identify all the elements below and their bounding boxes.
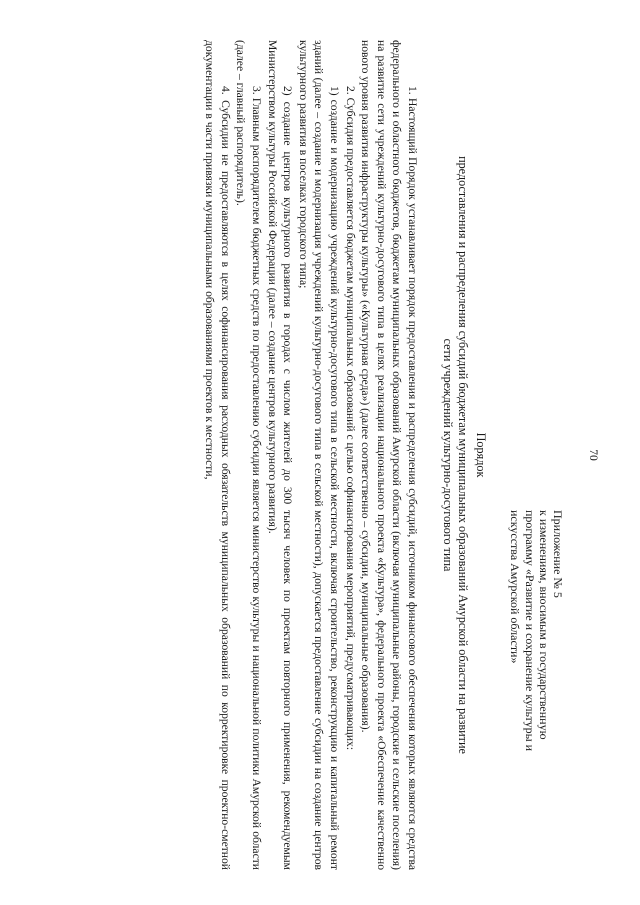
paragraph: 2) создание центров культурного развития в городах с числом жителей до 300 тысяч человек по проектам повторного применения, рекомендуемым Министерством культуры Российской Федерации (далее – создание центров культурного развития). [265,40,295,870]
paragraph: 1. Настоящий Порядок устанавливает порядок предоставления и распределения субсидий, источником финансового обеспечения которых являются средства федерального и областного бюджетов, бюджетам муниципальных образований Амурской области (включая муниципальные районы, городские и сельские поселения) на развитие сети учреждений культурно-досугового типа в целях реализации национального проекта «Культура», федерального проекта «Обеспечение качественно нового уровня развития инфраструктуры культуры» («Культурная среда») (далее соответственно – субсидии, муниципальные образования). [359,40,419,870]
rotated-page-content [65,40,600,870]
document-title [440,40,488,870]
paragraph: 1) создание и модернизацию учреждений культурно-досугового типа в сельской местности, включая строительство, реконструкцию и капитальный ремонт зданий (далее – создание и модернизация учреждений культурно-досугового типа в сельской местности), допускается предоставление субсидии на создание центров культурного развития в поселках городского типа; [296,40,342,870]
title-heading: Порядок [474,432,488,478]
appendix-line: к изменениям, вносимым в государственную [536,510,551,740]
appendix-line: искусства Амурской области» [508,510,523,664]
appendix-line: программу «Развитие и сохранение культуры и [522,510,537,752]
page-number: 70 [587,449,599,461]
document-body [202,40,420,870]
paragraph: 4. Субсидии не предоставляются в целях софинансирования расходных обязательств муниципальных образований по корректировке проектно-сметной документации в части привязки муниципальными образованиями проектов к местности, [203,40,232,870]
paragraph: 2. Субсидия предоставляется бюджетам муниципальных образований с целью софинансирования мероприятий, предусматривающих: [343,86,357,751]
appendix-number: Приложение № 5 [551,510,565,598]
appendix-header [508,510,565,855]
title-line: сети учреждений культурно-досугового типа [441,338,455,572]
paragraph: 3. Главным распорядителем бюджетных средств по предоставлению субсидии является министерство культуры и национальной политики Амурской области (далее – главный распорядитель). [234,40,264,870]
title-line: предоставления и распределения субсидий бюджетам муниципальных образований Амурской области на развитие [456,156,470,754]
